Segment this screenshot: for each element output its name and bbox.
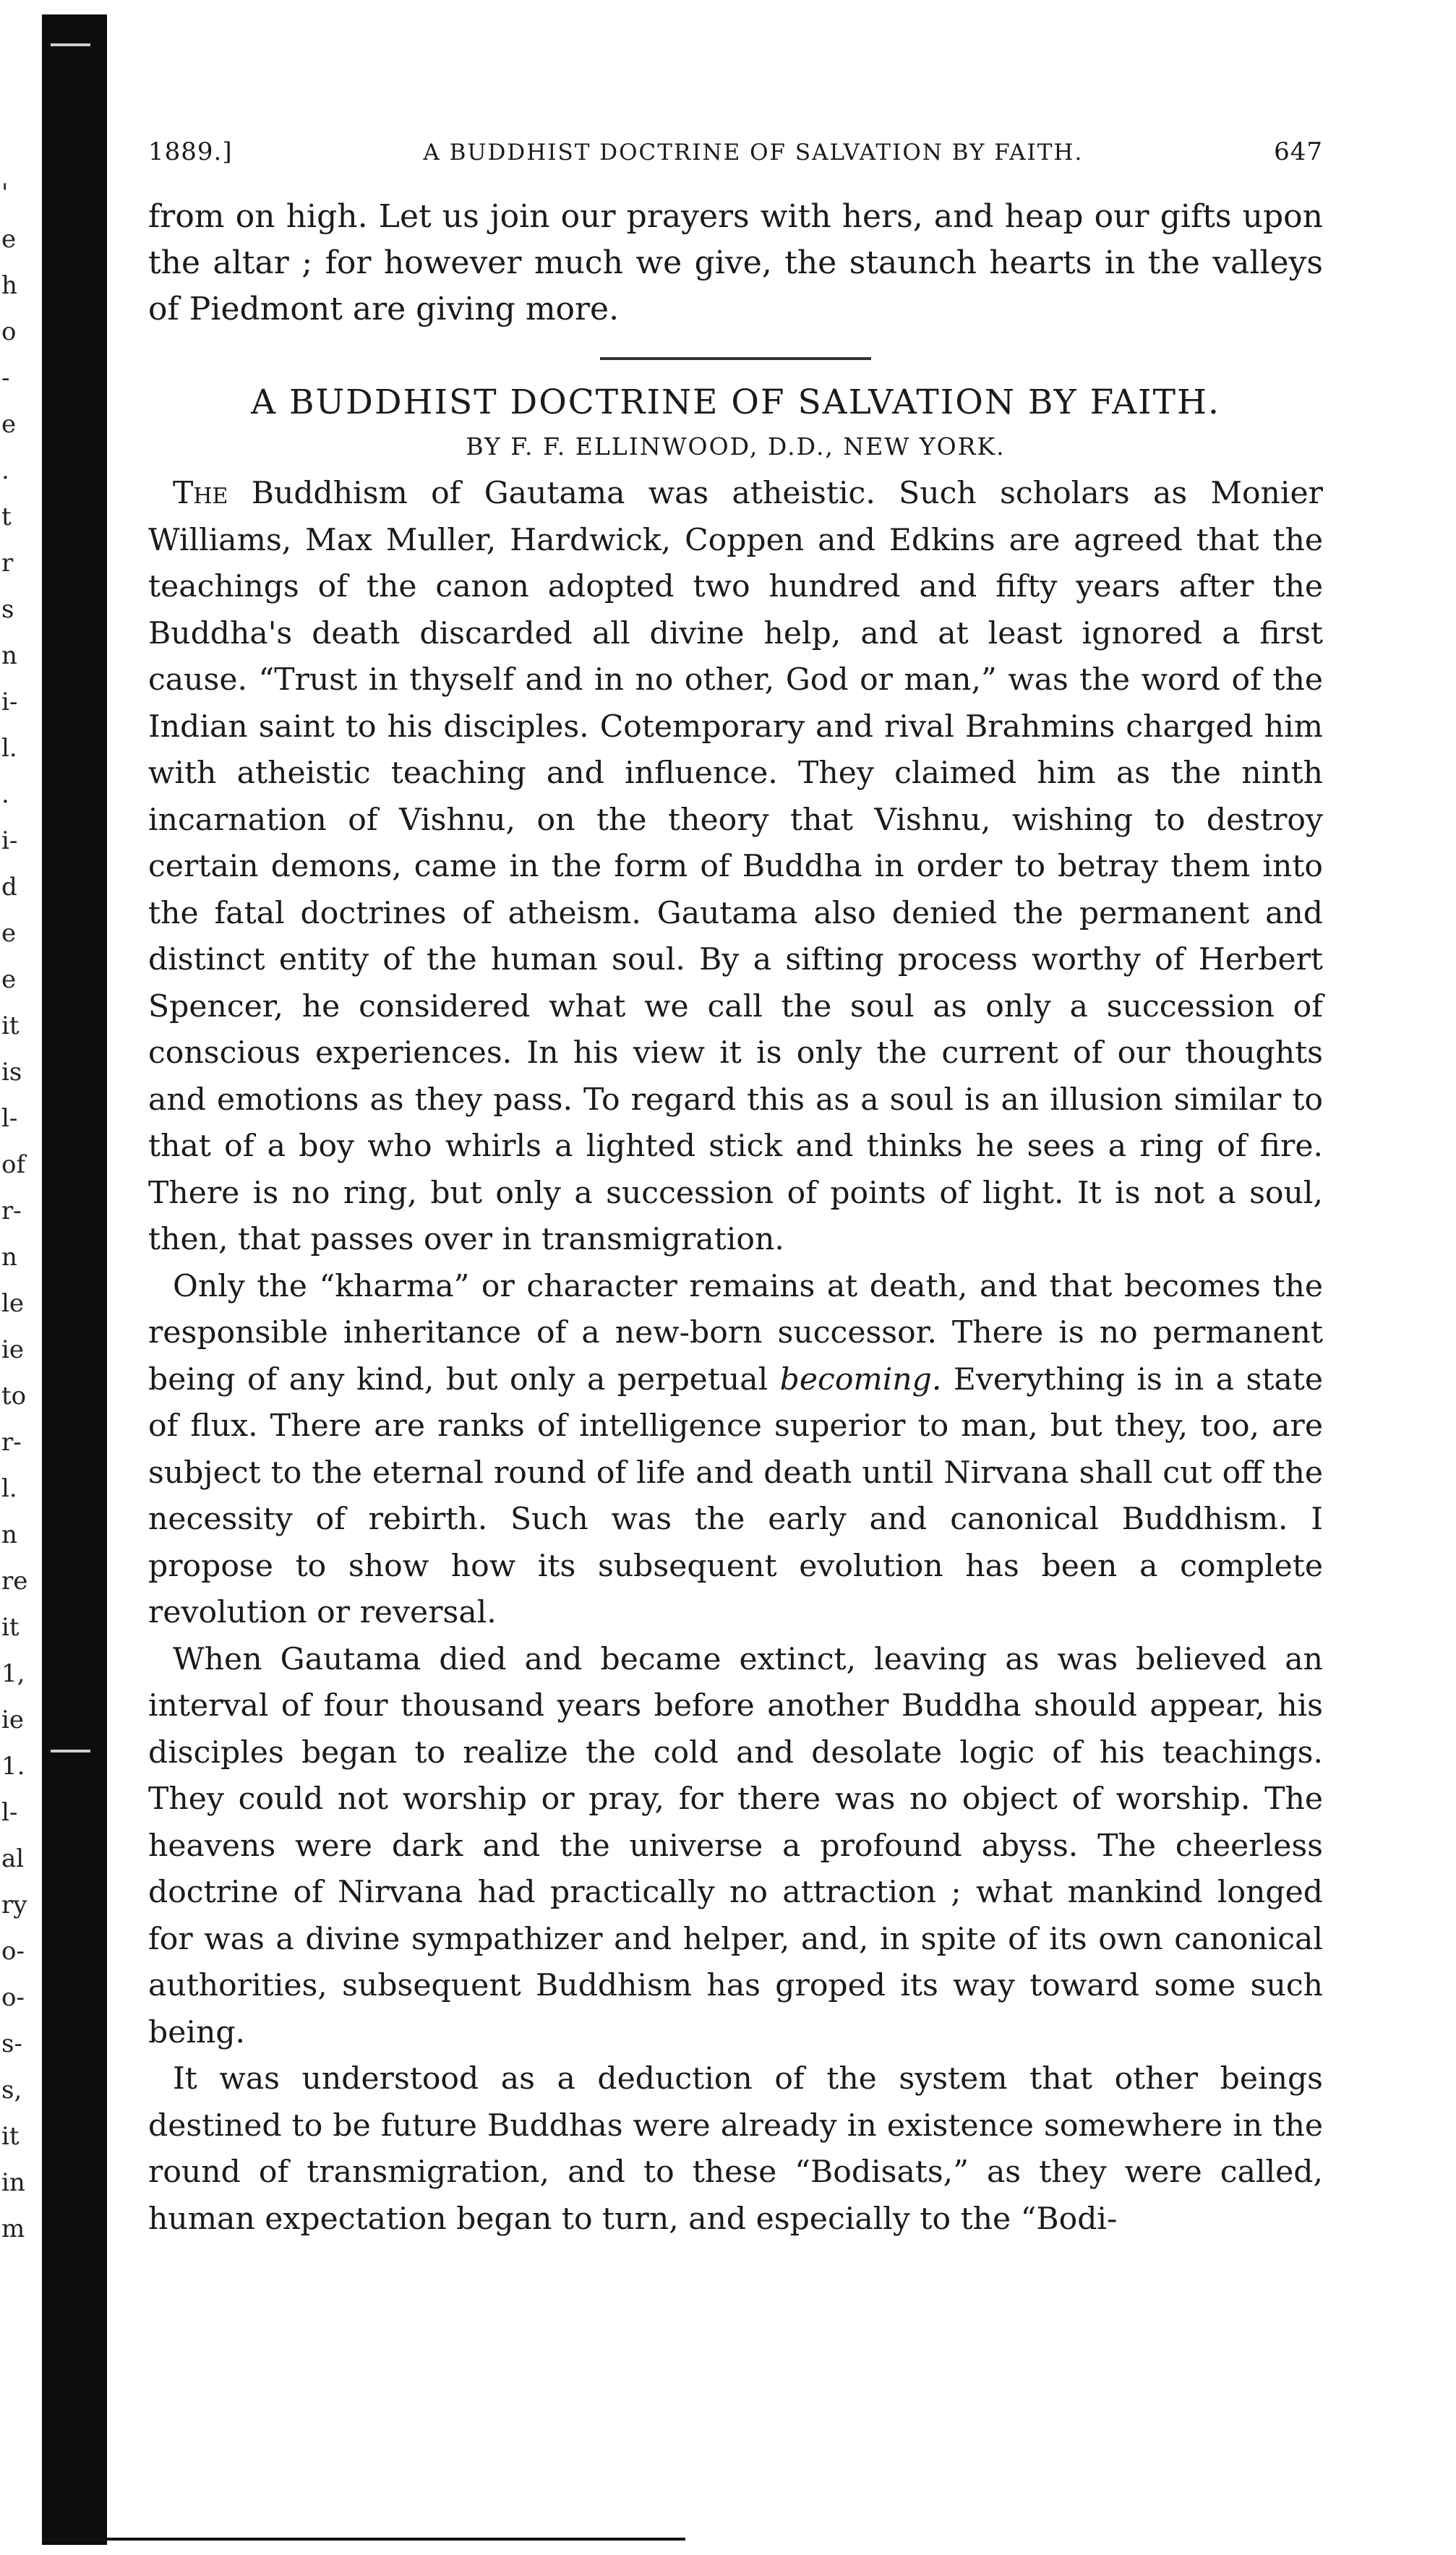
paragraph-2-text-a: Only the “kharma” or character remains at death, and that becomes the responsible inheritance of a new-born successor. There is no permanent being of any kind, but only a perpetual [148,1268,1323,1398]
article-byline: BY F. F. ELLINWOOD, D.D., NEW YORK. [466,432,1006,461]
margin-fragment: - [1,364,10,393]
margin-fragment: it [1,2122,20,2151]
margin-fragment: r- [1,1197,22,1225]
binding-mark [51,43,90,46]
margin-fragment: ry [1,1891,27,1920]
margin-fragment: n [1,641,17,670]
margin-fragment: al [1,1844,25,1873]
margin-fragment: i- [1,688,18,716]
margin-fragment: n [1,1520,17,1549]
margin-fragment: in [1,2168,25,2197]
margin-fragment: n [1,1243,17,1272]
margin-fragment: l- [1,1104,18,1133]
margin-fragment: re [1,1567,28,1596]
margin-fragment: i- [1,826,18,855]
margin-fragment: 1. [1,1752,25,1781]
paragraph-1 [148,471,1323,1264]
margin-fragment: l. [1,1474,17,1503]
margin-fragment: s, [1,2076,22,2105]
document-page [148,137,1323,2243]
margin-fragment: e [1,965,17,994]
page-binding-edge [42,14,107,2545]
section-divider [600,357,871,360]
margin-fragment: it [1,1613,20,1642]
margin-fragment: t [1,502,12,531]
margin-fragment: ie [1,1706,24,1734]
margin-fragment: s- [1,2029,22,2058]
margin-fragment: it [1,1011,20,1040]
paragraph-3: When Gautama died and became extinct, leaving as was believed an interval of four thousand years before another Buddha should appear, his disciples began to realize the cold and desolate logic of his teachings. They could not worship or pray, for there was no object of worship. The heavens were dark and the universe a profound abyss. The cheerless doctrine of Nirvana had practically no attraction ; what mankind longed for was a divine sympathizer and helper, and, in spite of its own canonical authorities, subsequent Buddhism has groped its way toward some such being. [148,1641,1323,2050]
margin-fragment: r [1,549,14,578]
running-header [148,137,1323,181]
margin-fragment: of [1,1150,26,1179]
margin-fragment: s [1,595,14,624]
margin-fragment: e [1,225,17,254]
adjacent-page-margin-fragments [0,0,29,2555]
binding-mark [51,1750,90,1752]
margin-fragment: le [1,1289,24,1318]
margin-fragment: . [1,780,9,809]
paragraph-1-text: Buddhism of Gautama was atheistic. Such scholars as Monier Williams, Max Muller, Hardwick, Coppen and Edkins are agreed that the teachings of the canon adopted two hundred and fifty years after the Buddha's death discarded all divine help, and at least ignored a first cause. “Trust in thyself and in no other, God or man,” was the word of the Indian saint to his disciples. Cotemporary and rival Brahmins charged him with atheistic teaching and influence. They claimed him as the ninth incarnation of Vishnu, on the theory that Vishnu, wishing to destroy certain demons, came in the form of Buddha in order to betray them into the fatal doctrines of atheism. Gautama also denied the permanent and distinct entity of the human soul. By a sifting process worthy of Herbert Spencer, he considered what we call the soul as only a succession of conscious experiences. In his view it is only the current of our thoughts and emotions as they pass. To regard this as a soul is an illusion similar to that of a boy who whirls a lighted stick and thinks he sees a ring of fire. There is no ring, but only a succession of points of light. It is not a soul, then, that passes over in transmigration. [148,476,1323,1257]
margin-fragment: e [1,410,17,439]
margin-fragment: r- [1,1428,22,1457]
margin-fragment: is [1,1058,22,1087]
paragraph-2-italic: becoming. [779,1361,942,1398]
margin-fragment: ' [1,179,9,207]
margin-fragment: to [1,1382,27,1411]
header-running-title: A BUDDHIST DOCTRINE OF SALVATION BY FAITH. [423,140,1084,166]
margin-fragment: 1, [1,1659,25,1688]
margin-fragment: h [1,271,17,300]
header-page-number: 647 [1274,137,1323,166]
paragraph-4: It was understood as a deduction of the system that other beings destined to be future Buddhas were already in existence somewhere in the round of transmigration, and to these “Bodisats,” as they were called, human expectation began to turn, and especially to the “Bodi- [148,2061,1323,2237]
margin-fragment: o- [1,1983,25,2012]
margin-fragment: o [1,317,17,346]
margin-fragment: e [1,919,17,948]
bottom-edge-line [42,2538,685,2541]
first-word: The [173,476,228,511]
paragraph-2 [148,1264,1323,1637]
previous-article-ending: from on high. Let us join our prayers with hers, and heap our gifts upon the altar ; for however much we give, the staunch hearts in the valleys of Piedmont are giving more. [148,198,1323,328]
margin-fragment: o- [1,1937,25,1966]
margin-fragment: . [1,456,9,485]
margin-fragment: l. [1,734,17,763]
paragraph-2-text-b: Everything is in a state of flux. There are ranks of intelligence superior to man, but they, too, are subject to the eternal round of life and death until Nirvana shall cut off the necessity of rebirth. Such was the early and canonical Buddhism. I propose to show how its subsequent evolution has been a complete revolution or reversal. [148,1361,1324,1630]
article-title: A BUDDHIST DOCTRINE OF SALVATION BY FAITH. [251,382,1220,422]
margin-fragment: d [1,873,17,902]
margin-fragment: l- [1,1798,18,1827]
header-year: 1889.] [148,137,233,166]
margin-fragment: ie [1,1335,24,1364]
margin-fragment: m [1,2214,25,2243]
